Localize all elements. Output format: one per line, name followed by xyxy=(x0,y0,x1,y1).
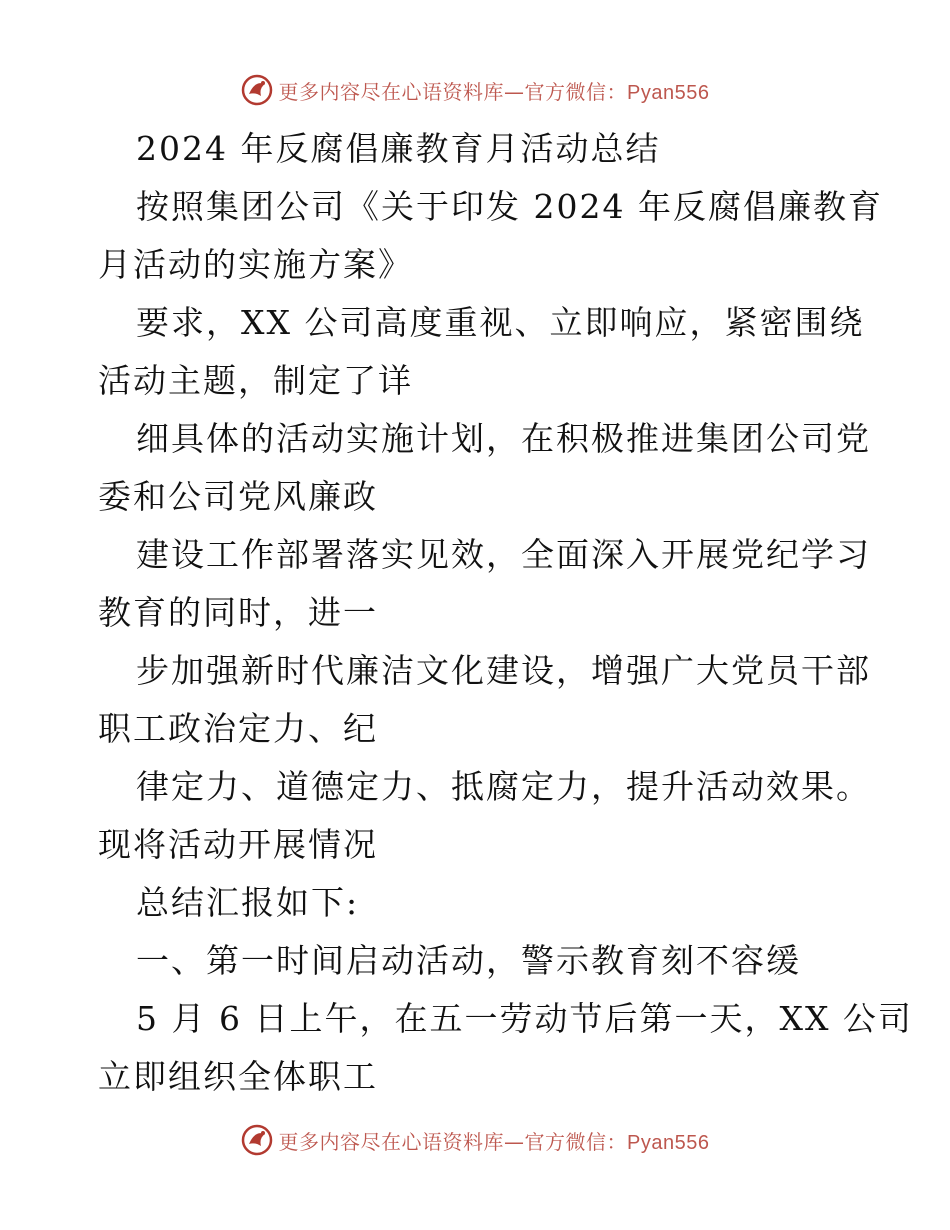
paragraph-line: 5 月 6 日上午，在五一劳动节后第一天，XX 公司 xyxy=(136,999,913,1038)
watermark-text: 更多内容尽在心语资料库—官方微信：Pyan556 xyxy=(278,1129,710,1154)
red-stamp-logo-icon xyxy=(241,1124,273,1156)
red-stamp-logo-icon xyxy=(241,74,273,106)
paragraph-line: 建设工作部署落实见效，全面深入开展党纪学习 xyxy=(136,535,871,574)
document-title: 2024 年反腐倡廉教育月活动总结 xyxy=(136,129,661,168)
watermark-text: 更多内容尽在心语资料库—官方微信：Pyan556 xyxy=(278,79,710,104)
paragraph-line: 月活动的实施方案》 xyxy=(98,245,413,284)
paragraph-line: 立即组织全体职工 xyxy=(98,1057,378,1096)
watermark-header xyxy=(0,70,950,110)
watermark-wechat-id: Pyan556 xyxy=(627,1131,710,1154)
paragraph-line: 按照集团公司《关于印发 2024 年反腐倡廉教育 xyxy=(136,187,883,226)
paragraph-line: 步加强新时代廉洁文化建设，增强广大党员干部 xyxy=(136,651,871,690)
paragraph-line: 现将活动开展情况 xyxy=(98,825,378,864)
watermark-footer xyxy=(0,1120,950,1160)
paragraph-line: 职工政治定力、纪 xyxy=(98,709,378,748)
document-body xyxy=(98,120,913,1106)
paragraph-line: 总结汇报如下: xyxy=(136,883,360,922)
paragraph-line: 教育的同时，进一 xyxy=(98,593,378,632)
paragraph-line: 委和公司党风廉政 xyxy=(98,477,378,516)
paragraph-line: 律定力、道德定力、抵腐定力，提升活动效果。 xyxy=(136,767,871,806)
paragraph-line: 要求，XX 公司高度重视、立即响应，紧密围绕 xyxy=(136,303,865,342)
paragraph-line: 活动主题，制定了详 xyxy=(98,361,413,400)
paragraph-line: 细具体的活动实施计划，在积极推进集团公司党 xyxy=(136,419,871,458)
watermark-wechat-id: Pyan556 xyxy=(627,81,710,104)
section-heading: 一、第一时间启动活动，警示教育刻不容缓 xyxy=(136,941,801,980)
